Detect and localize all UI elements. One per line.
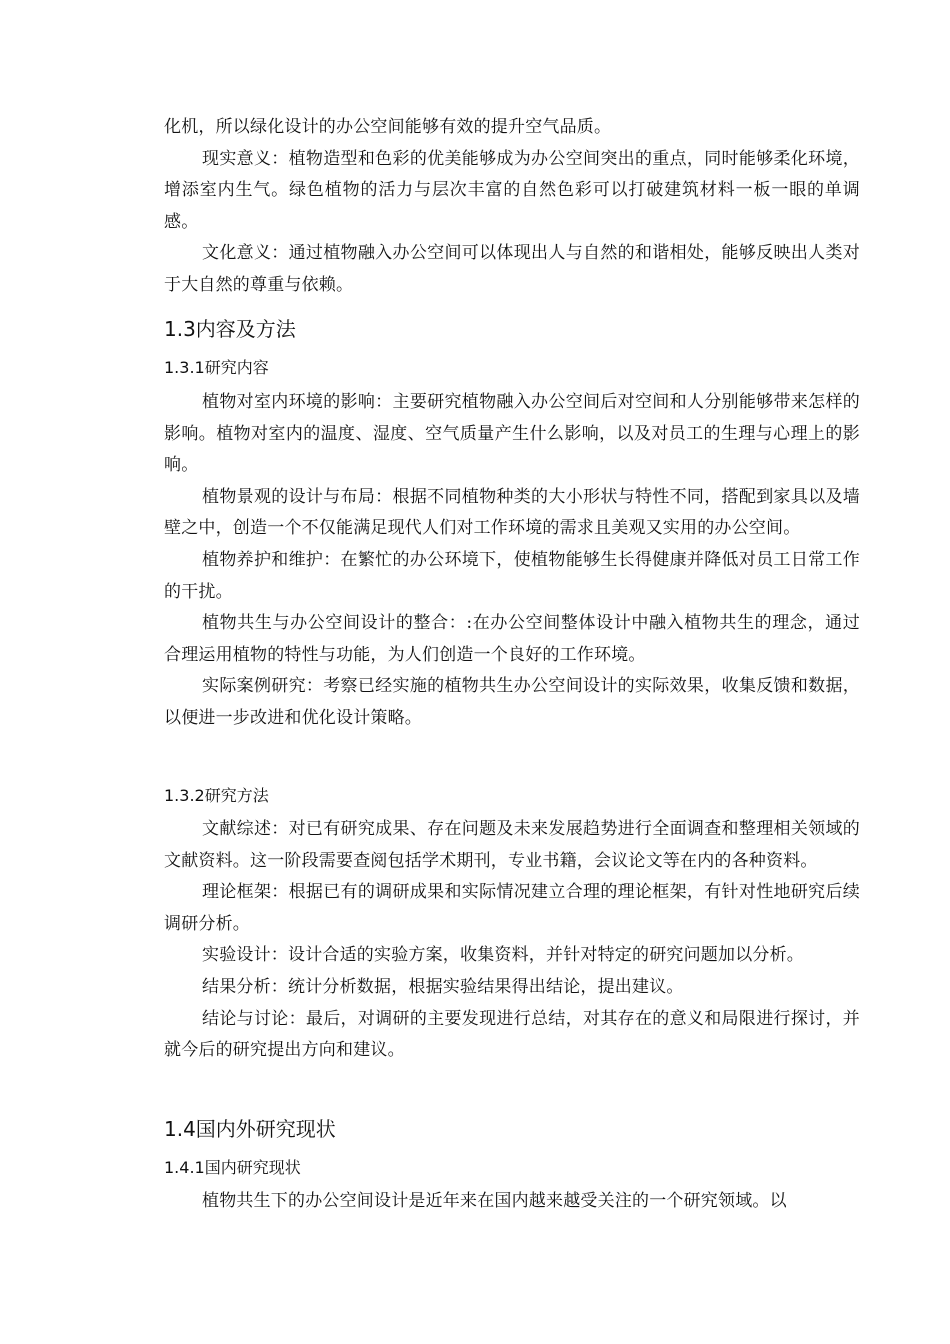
paragraph-domestic-1: 植物共生下的办公空间设计是近年来在国内越来越受关注的一个研究领域。以 [202,1191,787,1211]
paragraph-continuation: 化机，所以绿化设计的办公空间能够有效的提升空气品质。 [164,117,612,137]
paragraph-content-2: 植物景观的设计与布局：根据不同植物种类的大小形状与特性不同，搭配到家具以及墙壁之中，创造一个不仅能满足现代人们对工作环境的需求且美观又实用的办公空间。 [164,486,860,539]
intro-text-block [164,112,860,302]
paragraph-content-5: 实际案例研究：考察已经实施的植物共生办公空间设计的实际效果，收集反馈和数据，以便进一步改进和优化设计策略。 [164,676,860,728]
heading-1-3: 1.3内容及方法 [164,317,296,341]
heading-1-4-1: 1.4.1国内研究现状 [164,1158,301,1177]
paragraph-content-4: 植物共生与办公空间设计的整合：:在办公空间整体设计中融入植物共生的理念，通过合理运用植物的特性与功能，为人们创造一个良好的工作环境。 [164,613,860,665]
paragraph-method-4: 结果分析：统计分析数据，根据实验结果得出结论，提出建议。 [202,976,684,997]
paragraph-method-1: 文献综述：对已有研究成果、存在问题及未来发展趋势进行全面调查和整理相关领域的文献资料。这一阶段需要查阅包括学术期刊，专业书籍，会议论文等在内的各种资料。 [164,819,860,871]
paragraph-content-1: 植物对室内环境的影响：主要研究植物融入办公空间后对空间和人分别能够带来怎样的影响。植物对室内的温度、湿度、空气质量产生什么影响，以及对员工的生理与心理上的影响。 [164,392,860,476]
heading-1-4: 1.4国内外研究现状 [164,1117,336,1141]
paragraph-cultural-significance: 文化意义：通过植物融入办公空间可以体现出人与自然的和谐相处，能够反映出人类对于大自然的尊重与依赖。 [164,243,860,295]
domestic-research-block [164,1186,860,1218]
research-method-block [164,814,860,1067]
paragraph-practical-significance: 现实意义：植物造型和色彩的优美能够成为办公空间突出的重点，同时能够柔化环境，增添室内生气。绿色植物的活力与层次丰富的自然色彩可以打破建筑材料一板一眼的单调感。 [164,148,860,232]
research-content-block [164,387,860,735]
paragraph-method-5: 结论与讨论：最后，对调研的主要发现进行总结，对其存在的意义和局限进行探讨，并就今后的研究提出方向和建议。 [164,1008,860,1061]
paragraph-content-3: 植物养护和维护：在繁忙的办公环境下，使植物能够生长得健康并降低对员工日常工作的干扰。 [164,549,860,602]
heading-1-3-2: 1.3.2研究方法 [164,786,269,805]
heading-1-3-1: 1.3.1研究内容 [164,358,269,377]
paragraph-method-3: 实验设计：设计合适的实验方案，收集资料，并针对特定的研究问题加以分析。 [202,945,804,966]
paragraph-method-2: 理论框架：根据已有的调研成果和实际情况建立合理的理论框架，有针对性地研究后续调研分析。 [164,882,860,934]
